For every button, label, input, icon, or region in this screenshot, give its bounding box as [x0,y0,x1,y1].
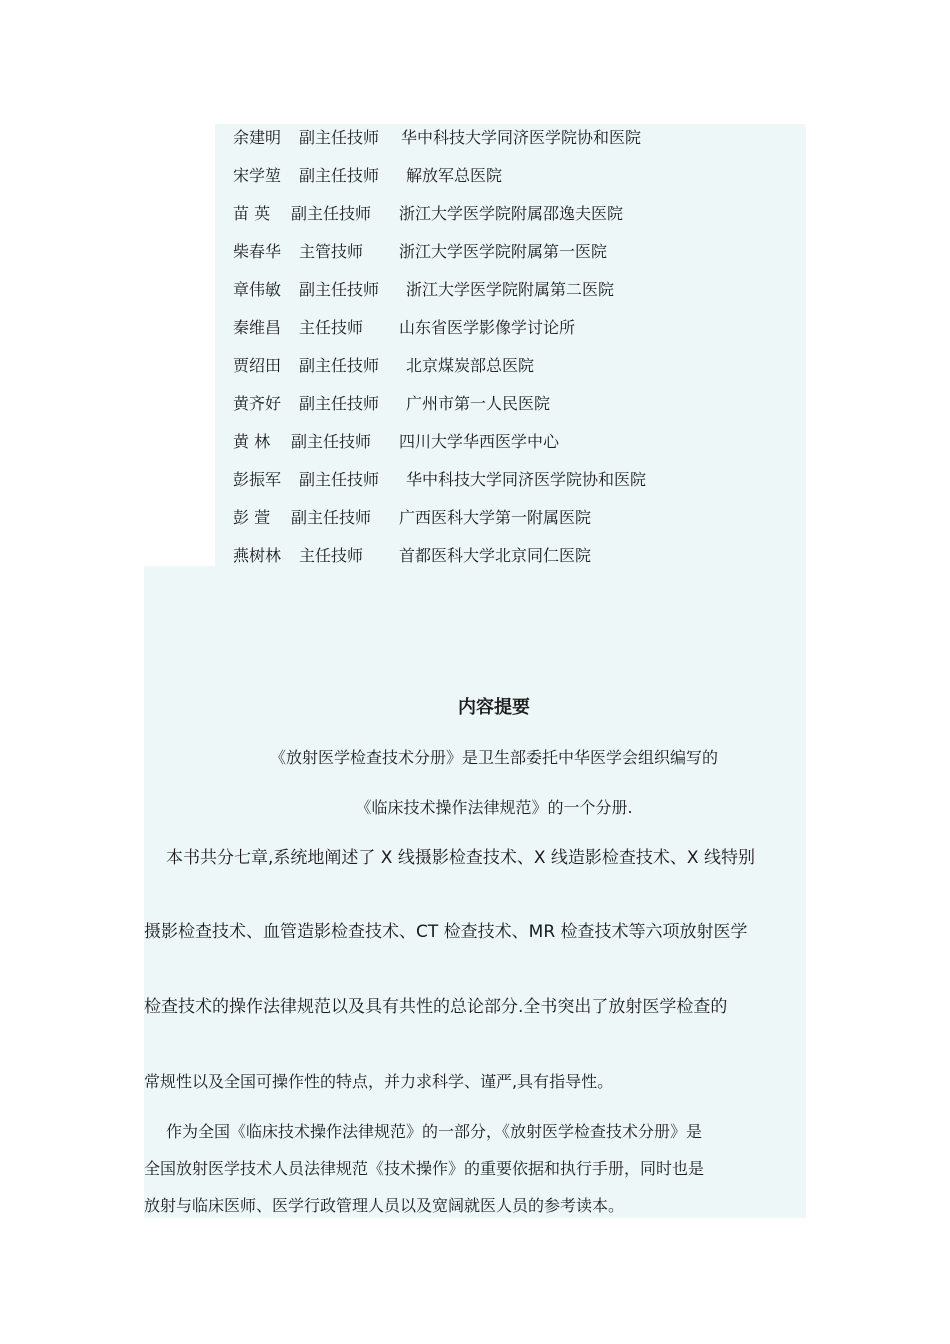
author-name: 黄齐好 [233,394,282,413]
roster-row [233,390,806,428]
author-name: 柴春华 [233,242,282,261]
paragraph-line: 全国放射医学技术人员法律规范《技术操作》的重要依据和执行手册，同时也是 [144,1159,705,1178]
paragraph-line: 摄影检查技术、血管造影检查技术、CT 检查技术、MR 检查技术等六项放射医学 [144,922,748,942]
summary-intro-line: 《临床技术操作法律规范》的一个分册. [355,798,633,817]
paragraph-line: 常规性以及全国可操作性的特点，并力求科学、谨严,具有指导性。 [144,1072,614,1091]
author-title: 主任技师 [299,546,364,565]
roster-row [233,124,806,162]
author-title: 副主任技师 [299,128,380,147]
author-title: 主任技师 [299,318,364,337]
author-title: 副主任技师 [291,432,372,451]
roster-row [233,314,806,352]
author-name: 贾绍田 [233,356,282,375]
summary-heading: 内容提要 [458,697,530,718]
roster-row [233,276,806,314]
author-title: 副主任技师 [299,470,380,489]
author-title: 副主任技师 [299,394,380,413]
author-name: 燕树林 [233,546,282,565]
roster-row [233,428,806,466]
author-org: 山东省医学影像学讨论所 [399,318,576,337]
author-name: 秦维昌 [233,318,282,337]
paragraph-line: 放射与临床医师、医学行政管理人员以及宽阔就医人员的参考读本。 [144,1196,625,1215]
roster-row [233,504,806,542]
author-org: 浙江大学医学院附属邵逸夫医院 [399,204,624,223]
author-roster [233,124,806,580]
author-org: 广西医科大学第一附属医院 [399,508,592,527]
author-title: 副主任技师 [299,280,380,299]
author-org: 华中科技大学同济医学院协和医院 [406,470,647,489]
author-org: 广州市第一人民医院 [406,394,551,413]
author-org: 浙江大学医学院附属第二医院 [406,280,615,299]
author-title: 副主任技师 [299,356,380,375]
author-name: 彭振军 [233,470,282,489]
author-name: 彭 萱 [233,508,271,527]
author-name: 宋学堃 [233,166,282,185]
roster-row [233,162,806,200]
author-org: 北京煤炭部总医院 [406,356,535,375]
author-name: 黄 林 [233,432,271,451]
author-title: 副主任技师 [291,508,372,527]
roster-row [233,542,806,580]
author-org: 四川大学华西医学中心 [399,432,560,451]
author-org: 首都医科大学北京同仁医院 [399,546,592,565]
summary-intro-line: 《放射医学检查技术分册》是卫生部委托中华医学会组织编写的 [269,748,718,767]
author-name: 余建明 [233,128,282,147]
paragraph-line: 检查技术的操作法律规范以及具有共性的总论部分.全书突出了放射医学检查的 [144,997,728,1017]
paragraph-line: 本书共分七章,系统地阐述了 X 线摄影检查技术、X 线造影检查技术、X 线特别 [166,848,755,868]
author-name: 章伟敏 [233,280,282,299]
roster-row [233,466,806,504]
roster-row [233,200,806,238]
author-org: 华中科技大学同济医学院协和医院 [401,128,642,147]
paragraph-line: 作为全国《临床技术操作法律规范》的一部分，《放射医学检查技术分册》是 [166,1122,703,1141]
roster-row [233,352,806,390]
author-title: 副主任技师 [291,204,372,223]
roster-row [233,238,806,276]
author-name: 苗 英 [233,204,271,223]
author-org: 浙江大学医学院附属第一医院 [399,242,608,261]
author-title: 副主任技师 [299,166,380,185]
author-title: 主管技师 [299,242,364,261]
author-org: 解放军总医院 [406,166,503,185]
